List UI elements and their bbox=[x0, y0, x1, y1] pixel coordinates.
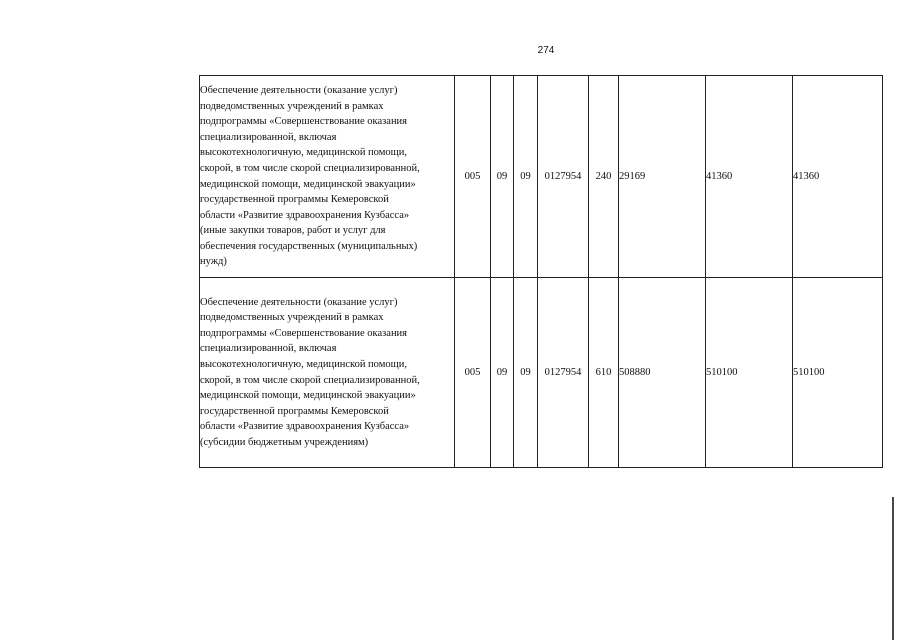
amount-year-3: 41360 bbox=[793, 76, 883, 278]
amount-year-1: 29169 bbox=[619, 76, 706, 278]
subsection-code: 09 bbox=[514, 278, 538, 468]
amount-year-2: 41360 bbox=[706, 76, 793, 278]
row-description: Обеспечение деятельности (оказание услуг) подведомственных учреждений в рамках подпрограммы «Совершенствование оказания специализированной, включая высокотехнологичную, медицинской помощи, скорой, в том числе скорой специализированной, медицинской помощи, медицинской эвакуации» государственной программы Кемеровской области «Развитие здравоохранения Кузбасса» (иные закупки товаров, работ и услуг для обеспечения государственных (муниципальных) нужд) bbox=[200, 76, 455, 278]
section-code: 09 bbox=[491, 278, 514, 468]
amount-year-3: 510100 bbox=[793, 278, 883, 468]
amount-year-2: 510100 bbox=[706, 278, 793, 468]
target-article-code: 0127954 bbox=[538, 278, 589, 468]
ministry-code: 005 bbox=[455, 76, 491, 278]
budget-table bbox=[199, 75, 883, 468]
amount-year-1: 508880 bbox=[619, 278, 706, 468]
ministry-code: 005 bbox=[455, 278, 491, 468]
table-row bbox=[200, 76, 883, 278]
expense-type-code: 610 bbox=[589, 278, 619, 468]
table-row bbox=[200, 278, 883, 468]
target-article-code: 0127954 bbox=[538, 76, 589, 278]
row-description: Обеспечение деятельности (оказание услуг) подведомственных учреждений в рамках подпрограммы «Совершенствование оказания специализированной, включая высокотехнологичную, медицинской помощи, скорой, в том числе скорой специализированной, медицинской помощи, медицинской эвакуации» государственной программы Кемеровской области «Развитие здравоохранения Кузбасса» (субсидии бюджетным учреждениям) bbox=[200, 278, 455, 468]
page-number: 274 bbox=[537, 45, 555, 56]
expense-type-code: 240 bbox=[589, 76, 619, 278]
scan-edge-mark bbox=[892, 497, 894, 640]
subsection-code: 09 bbox=[514, 76, 538, 278]
section-code: 09 bbox=[491, 76, 514, 278]
